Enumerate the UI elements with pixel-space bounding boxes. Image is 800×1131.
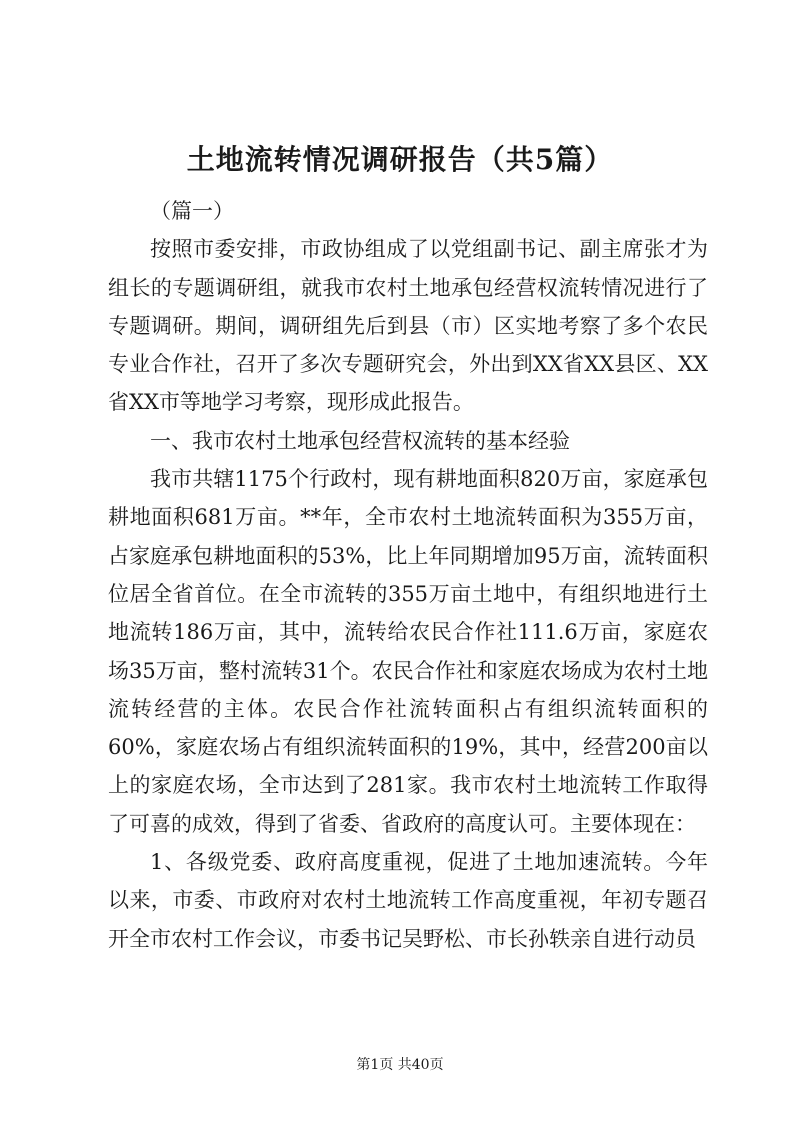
document-title: 土地流转情况调研报告（共5篇） — [186, 143, 614, 176]
intro-paragraph: 按照市委安排，市政协组成了以党组副书记、副主席张才为组长的专题调研组，就我市农村土地承包经营权流转情况进行了专题调研。期间，调研组先后到县（市）区实地考察了多个农民专业合作社，召开了多次专题研究会，外出到XX省XX县区、XX省XX市等地学习考察，现形成此报告。 — [108, 237, 708, 415]
statistics-paragraph: 我市共辖1175个行政村，现有耕地面积820万亩，家庭承包耕地面积681万亩。**年，全市农村土地流转面积为355万亩，占家庭承包耕地面积的53%，比上年同期增加95万亩，流转面积位居全省首位。在全市流转的355万亩土地中，有组织地进行土地流转186万亩，其中，流转给农民合作社111.6万亩，家庭农场35万亩，整村流转31个。农民合作社和家庭农场成为农村土地流转经营的主体。农民合作社流转面积占有组织流转面积的60%，家庭农场占有组织流转面积的19%，其中，经营200亩以上的家庭农场，全市达到了281家。我市农村土地流转工作取得了可喜的成效，得到了省委、省政府的高度认可。主要体现在： — [108, 467, 708, 836]
section-heading: 一、我市农村土地承包经营权流转的基本经验 — [150, 428, 570, 453]
document-body — [108, 192, 708, 958]
point-one-paragraph: 1、各级党委、政府高度重视，促进了土地加速流转。今年以来，市委、市政府对农村土地流转工作高度重视，年初专题召开全市农村工作会议，市委书记吴野松、市长孙轶亲自进行动员 — [108, 850, 708, 951]
page-footer: 第1页 共40页 — [356, 1057, 444, 1073]
section-label: （篇一） — [150, 199, 234, 223]
